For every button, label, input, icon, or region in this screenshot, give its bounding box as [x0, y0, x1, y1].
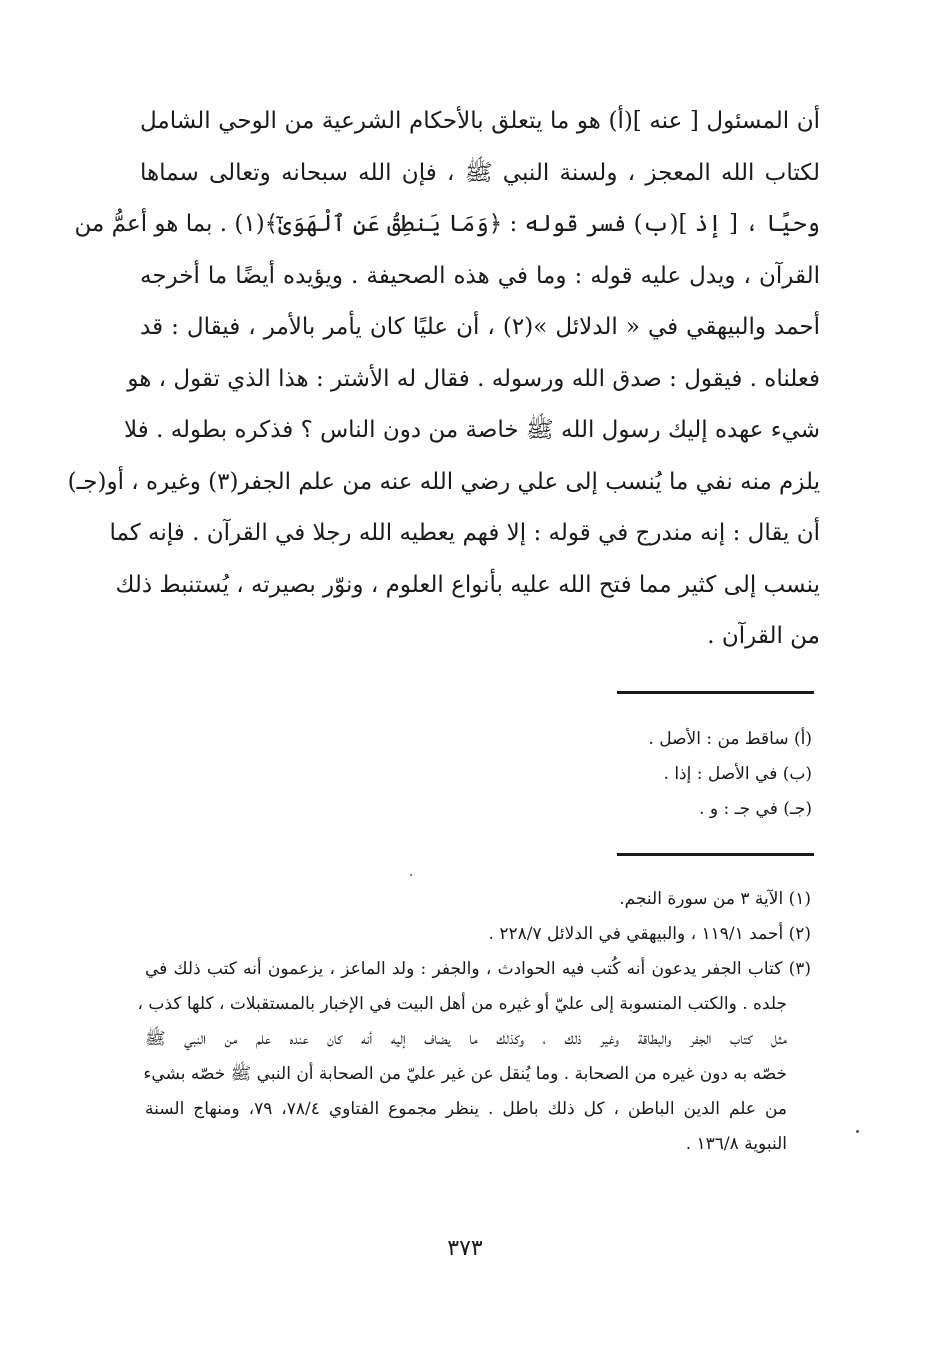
body-line: وحيًا ، [ إذ ](ب) فسر قوله : ﴿وَمَا يَنطِقُ عَنِ ٱلْهَوَىٰٓ﴾(١) . بما هو أعمُّ من [74, 211, 820, 237]
body-line: من القرآن . [707, 623, 820, 649]
body-line: فعلناه . فيقول : صدق الله ورسوله . فقال له الأشتر : هذا الذي تقول ، هو [127, 365, 820, 392]
body-line: لكتاب الله المعجز ، ولسنة النبي ﷺ ، فإن الله سبحانه وتعالى سماها [140, 159, 820, 186]
footnotes-divider [617, 853, 814, 856]
scan-speck [856, 1130, 859, 1133]
footnote-line: مثل كتاب الجفر والبطاقة وغير ذلك ، وكذلك ما يضاف إليه أنه كان عنده علم من النبي ﷺ [145, 1029, 787, 1049]
variant-note: (أ) ساقط من : الأصل . [648, 729, 812, 749]
body-line: أن يقال : إنه مندرج في قوله : إلا فهم يعطيه الله رجلا في القرآن . فإنه كما [109, 520, 820, 546]
variants-divider [617, 691, 814, 694]
body-line: أن المسئول [ عنه ](أ) هو ما يتعلق بالأحكام الشرعية من الوحي الشامل [140, 108, 820, 134]
body-line: أحمد والبيهقي في « الدلائل »(٢) ، أن عليًا كان يأمر بالأمر ، فيقال : قد [140, 314, 821, 340]
body-line: شيء عهده إليك رسول الله ﷺ خاصة من دون الناس ؟ فذكره بطوله . فلا [124, 417, 820, 443]
variant-note: (ب) في الأصل : إذا . [663, 764, 812, 784]
textual-variants [412, 722, 812, 827]
footnote-line: جلده . والكتب المنسوبة إلى عليّ أو غيره من أهل البيت في الإخبار بالمستقبلات ، كلها كذب ، [137, 994, 787, 1014]
body-line: يلزم منه نفي ما يُنسب إلى علي رضي الله عنه من علم الجفر(٣) وغيره ، أو(جـ) [67, 468, 820, 495]
main-body-text [67, 96, 821, 663]
footnote-line: خصّه به دون غيره من الصحابة . وما يُنقل عن غير عليّ من الصحابة أن النبي ﷺ خصّه بشيء [143, 1064, 787, 1084]
footnote-line: من علم الدين الباطن ، كل ذلك باطل . ينظر مجموع الفتاوي ٧٨/٤، ٧٩، ومنهاج السنة [145, 1099, 788, 1119]
body-line: ينسب إلى كثير مما فتح الله عليه بأنواع العلوم ، ونوّر بصيرته ، يُستنبط ذلك [115, 571, 820, 598]
body-line: القرآن ، ويدل عليه قوله : وما في هذه الصحيفة . ويؤيده أيضًا ما أخرجه [140, 262, 820, 289]
variant-note: (جـ) في جـ : و . [699, 799, 812, 819]
page-number: ٣٧٣ [447, 1236, 483, 1261]
footnote-line: (٣) كتاب الجفر يدعون أنه كُتب فيه الحوادث ، والجفر : ولد الماعز ، يزعمون أنه كتب ذلك في [145, 959, 811, 979]
footnote-line: (٢) أحمد ١١٩/١ ، والبيهقي في الدلائل ٢٢٨/٧ . [488, 924, 811, 944]
footnote-line: (١) الآية ٣ من سورة النجم. [619, 889, 811, 909]
footnote-line: النبوية ١٣٦/٨ . [685, 1134, 787, 1154]
scan-speck [410, 874, 412, 876]
footnotes [137, 882, 811, 1162]
